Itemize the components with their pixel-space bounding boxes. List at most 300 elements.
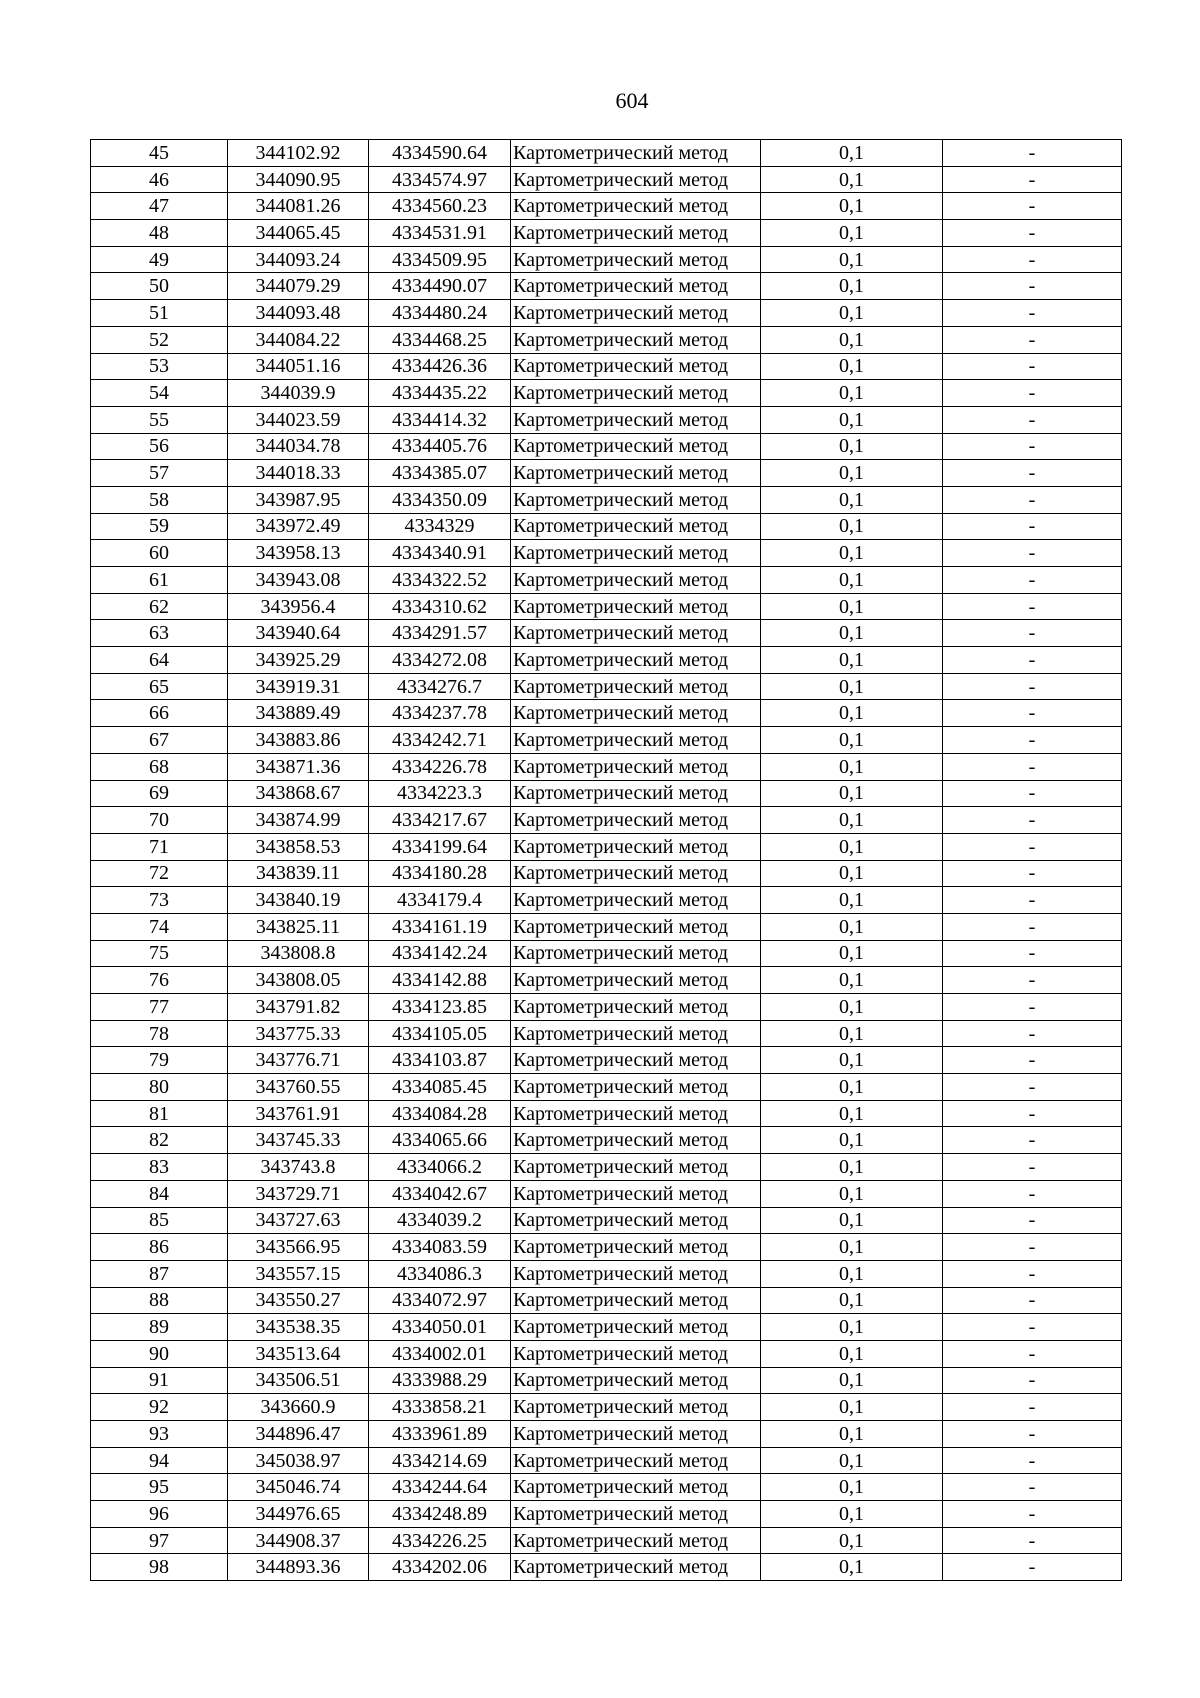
x-coordinate-cell: 343840.19: [228, 887, 369, 914]
note-cell: -: [943, 300, 1122, 327]
point-number-cell: 81: [91, 1100, 228, 1127]
table-row: [91, 1527, 1122, 1554]
y-coordinate-cell: 4334050.01: [369, 1314, 511, 1341]
table-row: [91, 380, 1122, 407]
accuracy-cell: 0,1: [761, 1154, 943, 1181]
method-cell: Картометрический метод: [511, 1421, 761, 1448]
note-cell: -: [943, 166, 1122, 193]
table-row: [91, 406, 1122, 433]
x-coordinate-cell: 344051.16: [228, 353, 369, 380]
y-coordinate-cell: 4334085.45: [369, 1074, 511, 1101]
page-number: 604: [615, 88, 649, 113]
note-cell: -: [943, 833, 1122, 860]
y-coordinate-cell: 4334480.24: [369, 300, 511, 327]
point-number-cell: 87: [91, 1260, 228, 1287]
method-cell: Картометрический метод: [511, 1207, 761, 1234]
accuracy-cell: 0,1: [761, 807, 943, 834]
y-coordinate-cell: 4334340.91: [369, 540, 511, 567]
point-number-cell: 95: [91, 1474, 228, 1501]
y-coordinate-cell: 4334322.52: [369, 567, 511, 594]
x-coordinate-cell: 343874.99: [228, 807, 369, 834]
table-row: [91, 1260, 1122, 1287]
y-coordinate-cell: 4334161.19: [369, 913, 511, 940]
point-number-cell: 96: [91, 1501, 228, 1528]
note-cell: -: [943, 140, 1122, 167]
point-number-cell: 46: [91, 166, 228, 193]
accuracy-cell: 0,1: [761, 1394, 943, 1421]
table-row: [91, 567, 1122, 594]
note-cell: -: [943, 1501, 1122, 1528]
accuracy-cell: 0,1: [761, 1260, 943, 1287]
x-coordinate-cell: 343557.15: [228, 1260, 369, 1287]
point-number-cell: 93: [91, 1421, 228, 1448]
x-coordinate-cell: 343513.64: [228, 1340, 369, 1367]
table-row: [91, 673, 1122, 700]
y-coordinate-cell: 4334490.07: [369, 273, 511, 300]
y-coordinate-cell: 4334426.36: [369, 353, 511, 380]
accuracy-cell: 0,1: [761, 246, 943, 273]
y-coordinate-cell: 4334105.05: [369, 1020, 511, 1047]
y-coordinate-cell: 4334042.67: [369, 1180, 511, 1207]
table-row: [91, 913, 1122, 940]
coordinates-table: [90, 139, 1122, 1581]
note-cell: -: [943, 1421, 1122, 1448]
table-row: [91, 1100, 1122, 1127]
method-cell: Картометрический метод: [511, 1234, 761, 1261]
method-cell: Картометрический метод: [511, 1100, 761, 1127]
table-row: [91, 1554, 1122, 1581]
note-cell: -: [943, 593, 1122, 620]
note-cell: -: [943, 1234, 1122, 1261]
note-cell: -: [943, 567, 1122, 594]
accuracy-cell: 0,1: [761, 140, 943, 167]
method-cell: Картометрический метод: [511, 1447, 761, 1474]
y-coordinate-cell: 4334002.01: [369, 1340, 511, 1367]
method-cell: Картометрический метод: [511, 1074, 761, 1101]
point-number-cell: 94: [91, 1447, 228, 1474]
note-cell: -: [943, 326, 1122, 353]
y-coordinate-cell: 4334310.62: [369, 593, 511, 620]
method-cell: Картометрический метод: [511, 1474, 761, 1501]
point-number-cell: 92: [91, 1394, 228, 1421]
x-coordinate-cell: 344018.33: [228, 460, 369, 487]
method-cell: Картометрический метод: [511, 1260, 761, 1287]
accuracy-cell: 0,1: [761, 1207, 943, 1234]
accuracy-cell: 0,1: [761, 1367, 943, 1394]
x-coordinate-cell: 344093.24: [228, 246, 369, 273]
table-row: [91, 1314, 1122, 1341]
point-number-cell: 61: [91, 567, 228, 594]
y-coordinate-cell: 4334202.06: [369, 1554, 511, 1581]
x-coordinate-cell: 344023.59: [228, 406, 369, 433]
x-coordinate-cell: 344090.95: [228, 166, 369, 193]
note-cell: -: [943, 1074, 1122, 1101]
y-coordinate-cell: 4334248.89: [369, 1501, 511, 1528]
note-cell: -: [943, 780, 1122, 807]
y-coordinate-cell: 4334142.24: [369, 940, 511, 967]
note-cell: -: [943, 1527, 1122, 1554]
table-row: [91, 620, 1122, 647]
x-coordinate-cell: 343775.33: [228, 1020, 369, 1047]
accuracy-cell: 0,1: [761, 460, 943, 487]
note-cell: -: [943, 994, 1122, 1021]
method-cell: Картометрический метод: [511, 433, 761, 460]
method-cell: Картометрический метод: [511, 833, 761, 860]
method-cell: Картометрический метод: [511, 1394, 761, 1421]
method-cell: Картометрический метод: [511, 1180, 761, 1207]
point-number-cell: 91: [91, 1367, 228, 1394]
table-row: [91, 700, 1122, 727]
point-number-cell: 70: [91, 807, 228, 834]
table-row: [91, 727, 1122, 754]
table-row: [91, 860, 1122, 887]
accuracy-cell: 0,1: [761, 567, 943, 594]
x-coordinate-cell: 343791.82: [228, 994, 369, 1021]
x-coordinate-cell: 345046.74: [228, 1474, 369, 1501]
note-cell: -: [943, 433, 1122, 460]
note-cell: -: [943, 700, 1122, 727]
point-number-cell: 45: [91, 140, 228, 167]
y-coordinate-cell: 4334590.64: [369, 140, 511, 167]
point-number-cell: 68: [91, 753, 228, 780]
y-coordinate-cell: 4333961.89: [369, 1421, 511, 1448]
accuracy-cell: 0,1: [761, 1074, 943, 1101]
method-cell: Картометрический метод: [511, 593, 761, 620]
table-row: [91, 1501, 1122, 1528]
point-number-cell: 57: [91, 460, 228, 487]
point-number-cell: 48: [91, 220, 228, 247]
point-number-cell: 98: [91, 1554, 228, 1581]
accuracy-cell: 0,1: [761, 620, 943, 647]
point-number-cell: 89: [91, 1314, 228, 1341]
point-number-cell: 82: [91, 1127, 228, 1154]
y-coordinate-cell: 4334123.85: [369, 994, 511, 1021]
table-row: [91, 967, 1122, 994]
method-cell: Картометрический метод: [511, 1501, 761, 1528]
method-cell: Картометрический метод: [511, 513, 761, 540]
table-row: [91, 994, 1122, 1021]
accuracy-cell: 0,1: [761, 593, 943, 620]
note-cell: -: [943, 1020, 1122, 1047]
point-number-cell: 60: [91, 540, 228, 567]
method-cell: Картометрический метод: [511, 700, 761, 727]
method-cell: Картометрический метод: [511, 567, 761, 594]
table-row: [91, 1340, 1122, 1367]
y-coordinate-cell: 4334291.57: [369, 620, 511, 647]
accuracy-cell: 0,1: [761, 727, 943, 754]
x-coordinate-cell: 343958.13: [228, 540, 369, 567]
accuracy-cell: 0,1: [761, 673, 943, 700]
point-number-cell: 76: [91, 967, 228, 994]
note-cell: -: [943, 1154, 1122, 1181]
method-cell: Картометрический метод: [511, 994, 761, 1021]
accuracy-cell: 0,1: [761, 1100, 943, 1127]
point-number-cell: 63: [91, 620, 228, 647]
x-coordinate-cell: 343839.11: [228, 860, 369, 887]
point-number-cell: 53: [91, 353, 228, 380]
method-cell: Картометрический метод: [511, 1287, 761, 1314]
x-coordinate-cell: 343776.71: [228, 1047, 369, 1074]
x-coordinate-cell: 343506.51: [228, 1367, 369, 1394]
y-coordinate-cell: 4334272.08: [369, 647, 511, 674]
point-number-cell: 84: [91, 1180, 228, 1207]
table-row: [91, 513, 1122, 540]
table-row: [91, 1154, 1122, 1181]
method-cell: Картометрический метод: [511, 406, 761, 433]
accuracy-cell: 0,1: [761, 913, 943, 940]
table-row: [91, 193, 1122, 220]
point-number-cell: 78: [91, 1020, 228, 1047]
y-coordinate-cell: 4334086.3: [369, 1260, 511, 1287]
y-coordinate-cell: 4334180.28: [369, 860, 511, 887]
accuracy-cell: 0,1: [761, 1554, 943, 1581]
x-coordinate-cell: 343566.95: [228, 1234, 369, 1261]
method-cell: Картометрический метод: [511, 620, 761, 647]
accuracy-cell: 0,1: [761, 700, 943, 727]
point-number-cell: 58: [91, 486, 228, 513]
note-cell: -: [943, 513, 1122, 540]
point-number-cell: 97: [91, 1527, 228, 1554]
y-coordinate-cell: 4334276.7: [369, 673, 511, 700]
x-coordinate-cell: 344079.29: [228, 273, 369, 300]
x-coordinate-cell: 344084.22: [228, 326, 369, 353]
y-coordinate-cell: 4334065.66: [369, 1127, 511, 1154]
point-number-cell: 88: [91, 1287, 228, 1314]
x-coordinate-cell: 345038.97: [228, 1447, 369, 1474]
table-row: [91, 940, 1122, 967]
table-row: [91, 1474, 1122, 1501]
accuracy-cell: 0,1: [761, 1474, 943, 1501]
table-row: [91, 1180, 1122, 1207]
note-cell: -: [943, 1047, 1122, 1074]
x-coordinate-cell: 343940.64: [228, 620, 369, 647]
point-number-cell: 85: [91, 1207, 228, 1234]
x-coordinate-cell: 343729.71: [228, 1180, 369, 1207]
accuracy-cell: 0,1: [761, 833, 943, 860]
table-row: [91, 460, 1122, 487]
method-cell: Картометрический метод: [511, 1127, 761, 1154]
method-cell: Картометрический метод: [511, 353, 761, 380]
x-coordinate-cell: 343760.55: [228, 1074, 369, 1101]
point-number-cell: 65: [91, 673, 228, 700]
accuracy-cell: 0,1: [761, 1314, 943, 1341]
method-cell: Картометрический метод: [511, 1154, 761, 1181]
accuracy-cell: 0,1: [761, 1127, 943, 1154]
y-coordinate-cell: 4334072.97: [369, 1287, 511, 1314]
method-cell: Картометрический метод: [511, 913, 761, 940]
note-cell: -: [943, 673, 1122, 700]
x-coordinate-cell: 343825.11: [228, 913, 369, 940]
x-coordinate-cell: 344034.78: [228, 433, 369, 460]
method-cell: Картометрический метод: [511, 967, 761, 994]
note-cell: -: [943, 913, 1122, 940]
accuracy-cell: 0,1: [761, 887, 943, 914]
point-number-cell: 73: [91, 887, 228, 914]
table-row: [91, 220, 1122, 247]
x-coordinate-cell: 343925.29: [228, 647, 369, 674]
note-cell: -: [943, 1554, 1122, 1581]
point-number-cell: 50: [91, 273, 228, 300]
note-cell: -: [943, 1180, 1122, 1207]
accuracy-cell: 0,1: [761, 780, 943, 807]
x-coordinate-cell: 344896.47: [228, 1421, 369, 1448]
x-coordinate-cell: 343743.8: [228, 1154, 369, 1181]
point-number-cell: 51: [91, 300, 228, 327]
table-row: [91, 807, 1122, 834]
x-coordinate-cell: 344093.48: [228, 300, 369, 327]
accuracy-cell: 0,1: [761, 513, 943, 540]
x-coordinate-cell: 343889.49: [228, 700, 369, 727]
method-cell: Картометрический метод: [511, 940, 761, 967]
note-cell: -: [943, 540, 1122, 567]
y-coordinate-cell: 4334179.4: [369, 887, 511, 914]
method-cell: Картометрический метод: [511, 220, 761, 247]
accuracy-cell: 0,1: [761, 967, 943, 994]
point-number-cell: 67: [91, 727, 228, 754]
accuracy-cell: 0,1: [761, 380, 943, 407]
y-coordinate-cell: 4334214.69: [369, 1447, 511, 1474]
method-cell: Картометрический метод: [511, 1314, 761, 1341]
y-coordinate-cell: 4334142.88: [369, 967, 511, 994]
table-row: [91, 540, 1122, 567]
x-coordinate-cell: 343745.33: [228, 1127, 369, 1154]
note-cell: -: [943, 1260, 1122, 1287]
x-coordinate-cell: 343871.36: [228, 753, 369, 780]
x-coordinate-cell: 343956.4: [228, 593, 369, 620]
y-coordinate-cell: 4334103.87: [369, 1047, 511, 1074]
accuracy-cell: 0,1: [761, 220, 943, 247]
y-coordinate-cell: 4334217.67: [369, 807, 511, 834]
x-coordinate-cell: 343919.31: [228, 673, 369, 700]
y-coordinate-cell: 4334242.71: [369, 727, 511, 754]
note-cell: -: [943, 406, 1122, 433]
note-cell: -: [943, 860, 1122, 887]
note-cell: -: [943, 1314, 1122, 1341]
accuracy-cell: 0,1: [761, 433, 943, 460]
note-cell: -: [943, 1340, 1122, 1367]
note-cell: -: [943, 1127, 1122, 1154]
method-cell: Картометрический метод: [511, 540, 761, 567]
y-coordinate-cell: 4334039.2: [369, 1207, 511, 1234]
accuracy-cell: 0,1: [761, 994, 943, 1021]
x-coordinate-cell: 343538.35: [228, 1314, 369, 1341]
x-coordinate-cell: 343972.49: [228, 513, 369, 540]
x-coordinate-cell: 344976.65: [228, 1501, 369, 1528]
method-cell: Картометрический метод: [511, 486, 761, 513]
note-cell: -: [943, 967, 1122, 994]
method-cell: Картометрический метод: [511, 380, 761, 407]
note-cell: -: [943, 486, 1122, 513]
y-coordinate-cell: 4334385.07: [369, 460, 511, 487]
x-coordinate-cell: 343883.86: [228, 727, 369, 754]
y-coordinate-cell: 4334226.25: [369, 1527, 511, 1554]
table-row: [91, 1234, 1122, 1261]
method-cell: Картометрический метод: [511, 326, 761, 353]
accuracy-cell: 0,1: [761, 1047, 943, 1074]
accuracy-cell: 0,1: [761, 1180, 943, 1207]
y-coordinate-cell: 4334244.64: [369, 1474, 511, 1501]
table-row: [91, 1421, 1122, 1448]
y-coordinate-cell: 4334468.25: [369, 326, 511, 353]
point-number-cell: 86: [91, 1234, 228, 1261]
y-coordinate-cell: 4334084.28: [369, 1100, 511, 1127]
x-coordinate-cell: 343761.91: [228, 1100, 369, 1127]
method-cell: Картометрический метод: [511, 1047, 761, 1074]
accuracy-cell: 0,1: [761, 753, 943, 780]
table-row: [91, 353, 1122, 380]
point-number-cell: 69: [91, 780, 228, 807]
y-coordinate-cell: 4334435.22: [369, 380, 511, 407]
accuracy-cell: 0,1: [761, 647, 943, 674]
method-cell: Картометрический метод: [511, 673, 761, 700]
y-coordinate-cell: 4334531.91: [369, 220, 511, 247]
accuracy-cell: 0,1: [761, 1527, 943, 1554]
accuracy-cell: 0,1: [761, 353, 943, 380]
point-number-cell: 54: [91, 380, 228, 407]
point-number-cell: 47: [91, 193, 228, 220]
note-cell: -: [943, 1394, 1122, 1421]
table-row: [91, 1020, 1122, 1047]
note-cell: -: [943, 1100, 1122, 1127]
accuracy-cell: 0,1: [761, 1501, 943, 1528]
table-row: [91, 1447, 1122, 1474]
note-cell: -: [943, 1447, 1122, 1474]
accuracy-cell: 0,1: [761, 273, 943, 300]
x-coordinate-cell: 343943.08: [228, 567, 369, 594]
table-row: [91, 1367, 1122, 1394]
point-number-cell: 49: [91, 246, 228, 273]
accuracy-cell: 0,1: [761, 940, 943, 967]
accuracy-cell: 0,1: [761, 1020, 943, 1047]
y-coordinate-cell: 4334199.64: [369, 833, 511, 860]
y-coordinate-cell: 4334560.23: [369, 193, 511, 220]
y-coordinate-cell: 4333988.29: [369, 1367, 511, 1394]
x-coordinate-cell: 343868.67: [228, 780, 369, 807]
method-cell: Картометрический метод: [511, 647, 761, 674]
note-cell: -: [943, 1207, 1122, 1234]
table-row: [91, 1394, 1122, 1421]
table-row: [91, 273, 1122, 300]
method-cell: Картометрический метод: [511, 727, 761, 754]
table-row: [91, 1207, 1122, 1234]
point-number-cell: 72: [91, 860, 228, 887]
y-coordinate-cell: 4334574.97: [369, 166, 511, 193]
method-cell: Картометрический метод: [511, 246, 761, 273]
accuracy-cell: 0,1: [761, 1234, 943, 1261]
y-coordinate-cell: 4334223.3: [369, 780, 511, 807]
accuracy-cell: 0,1: [761, 193, 943, 220]
method-cell: Картометрический метод: [511, 887, 761, 914]
note-cell: -: [943, 753, 1122, 780]
point-number-cell: 90: [91, 1340, 228, 1367]
y-coordinate-cell: 4333858.21: [369, 1394, 511, 1421]
x-coordinate-cell: 343727.63: [228, 1207, 369, 1234]
method-cell: Картометрический метод: [511, 1020, 761, 1047]
table-body: [91, 140, 1122, 1581]
table-row: [91, 647, 1122, 674]
table-row: [91, 166, 1122, 193]
table-row: [91, 433, 1122, 460]
table-row: [91, 1047, 1122, 1074]
method-cell: Картометрический метод: [511, 300, 761, 327]
note-cell: -: [943, 273, 1122, 300]
point-number-cell: 74: [91, 913, 228, 940]
x-coordinate-cell: 343660.9: [228, 1394, 369, 1421]
point-number-cell: 71: [91, 833, 228, 860]
method-cell: Картометрический метод: [511, 460, 761, 487]
accuracy-cell: 0,1: [761, 1287, 943, 1314]
y-coordinate-cell: 4334350.09: [369, 486, 511, 513]
